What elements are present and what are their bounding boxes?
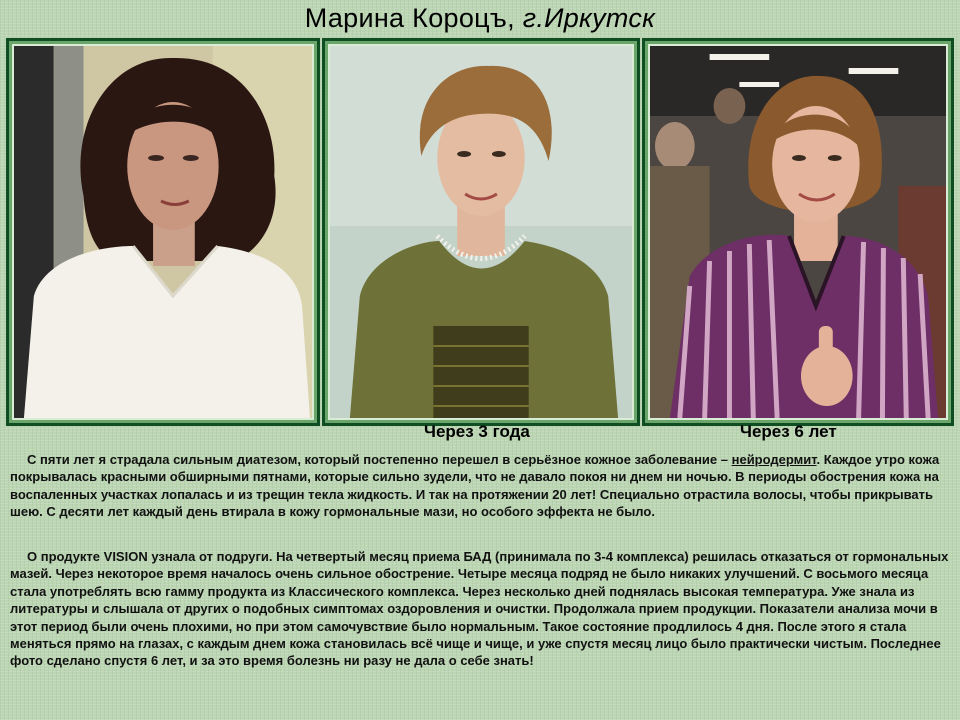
story-text: С пяти лет я страдала сильным диатезом, который постепенно перешел в серьёзное кожное заболевание – <box>27 452 732 467</box>
photo-3-years-frame <box>322 38 640 426</box>
story-paragraph-2 <box>10 548 954 670</box>
caption-6-years: Через 6 лет <box>740 422 837 441</box>
photo-before-frame <box>6 38 320 426</box>
photo-3-years <box>328 44 634 420</box>
caption-3-years: Через 3 года <box>424 422 530 441</box>
story-text: О продукте VISION узнала от подруги. На четвертый месяц приема БАД (принимала по 3-4 комплекса) решилась отказаться от гормональных мазей. Через некоторое время началось очень сильное обострение. Четыре месяца подряд не было никаких улучшений. С восьмого месяца стала употреблять всю гамму продукта из Классического комплекса. Через несколько дней поднялась высокая температура. Уже знала из литературы и слышала от других о подобных симптомах оздоровления и очистки. Продолжала прием продукции. Показатели анализа мочи в этот период были очень плохими, но при этом самочувствие было нормальным. Такое состояние продлилось 4 дня. После этого я стала меняться прямо на глазах, с каждым днем кожа становилась всё чище и чище, и уже спустя месяц лицо было практически чистым. Последнее фото сделано спустя 6 лет, и за это время болезнь ни разу не дала о себе знать! <box>10 549 949 669</box>
photo-6-years-frame <box>642 38 954 426</box>
city-name: г.Иркутск <box>522 3 656 33</box>
story-text: . Каждое утро кожа покрывалась красными обширными пятнами, которые сильно зудели, что не давало покоя ни днем ни ночью. В периоды обострения кожа на воспаленных участках лопалась и из трещин текла жидкость. И так на протяжении 20 лет! Специально отрастила волосы, чтобы прикрывать шею. С десяти лет каждый день втирала в кожу гормональные мази, но особого эффекта не было. <box>10 452 940 520</box>
story-paragraph-1 <box>10 451 954 521</box>
diagnosis-term: нейродермит <box>731 452 817 467</box>
page-title <box>0 2 960 34</box>
photo-6-years <box>648 44 948 420</box>
person-name: Марина Короцъ, <box>304 3 523 33</box>
photo-before <box>12 44 314 420</box>
